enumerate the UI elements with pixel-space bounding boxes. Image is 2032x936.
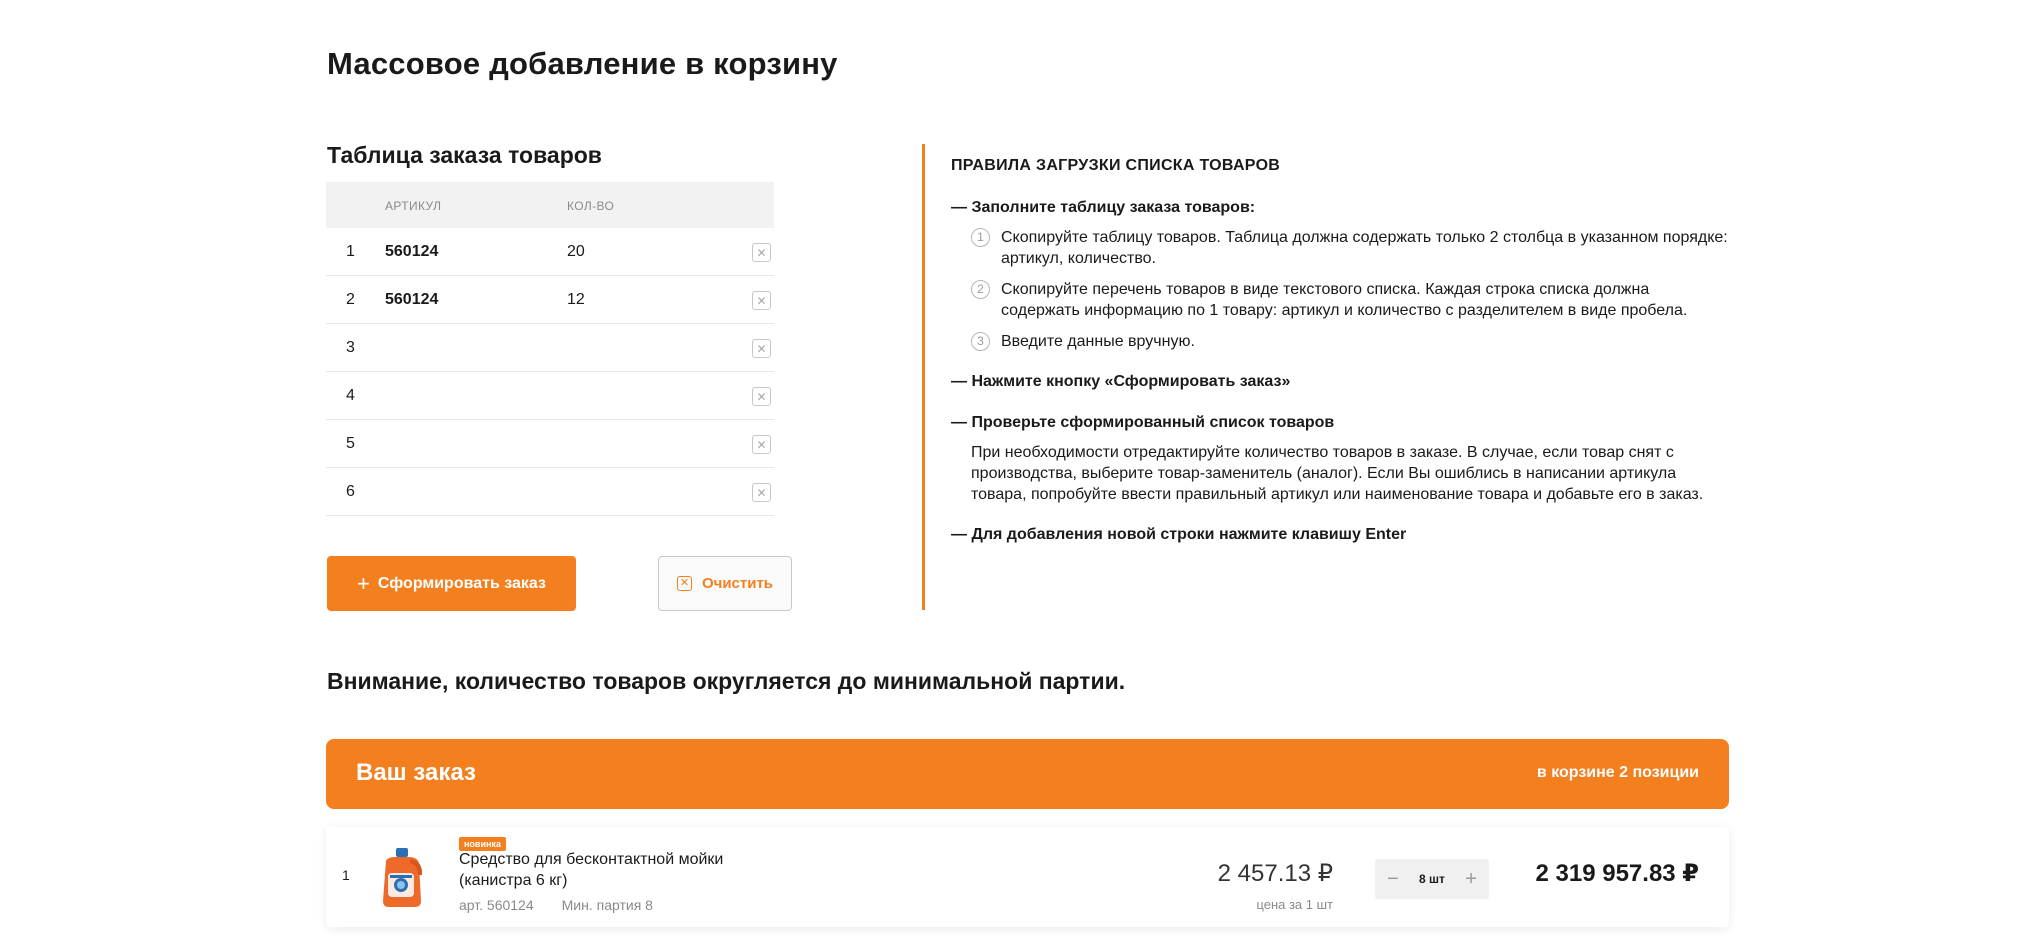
close-icon[interactable]: ✕ [752, 387, 771, 406]
sku-cell[interactable]: 560124 [385, 291, 439, 308]
close-icon[interactable]: ✕ [752, 339, 771, 358]
rule-step-body: При необходимости отредактируйте количество товаров в заказе. В случае, если товар снят с производства, выберите товар-заменитель (аналог). Если Вы ошиблись в написании артикула товара, попробуйте ввести правильный артикул или наименование товара и добавьте его в заказ. [971, 444, 1704, 503]
page-title: Массовое добавление в корзину [327, 46, 838, 81]
unit-price-caption: цена за 1 шт [1256, 897, 1333, 912]
rule-step-heading: — Для добавления новой строки нажмите клавишу Enter [951, 526, 1407, 543]
rules-title: ПРАВИЛА ЗАГРУЗКИ СПИСКА ТОВАРОВ [951, 157, 1281, 174]
table-row[interactable] [326, 420, 774, 468]
rules-panel [951, 155, 1731, 554]
table-row[interactable] [326, 276, 774, 324]
rule-step-heading: — Проверьте сформированный список товаров [951, 414, 1335, 431]
plus-icon[interactable]: + [1465, 868, 1477, 890]
order-table [326, 182, 774, 516]
close-box-icon: ✕ [677, 576, 692, 591]
rule-substep [971, 227, 1731, 269]
order-item [326, 827, 1729, 927]
new-badge: новинка [459, 837, 506, 851]
qty-cell[interactable]: 12 [567, 291, 585, 308]
min-batch: Мин. партия 8 [561, 897, 653, 913]
row-number: 1 [346, 243, 355, 260]
close-icon[interactable]: ✕ [752, 483, 771, 502]
plus-icon: + [357, 570, 370, 596]
min-batch-warning: Внимание, количество товаров округляется до минимальной партии. [327, 668, 1126, 694]
quantity-stepper[interactable] [1375, 859, 1489, 899]
cart-count: в корзине 2 позиции [1536, 764, 1699, 781]
row-number: 2 [346, 291, 355, 308]
line-total: 2 319 957.83 ₽ [1535, 860, 1699, 887]
qty-cell[interactable]: 20 [567, 243, 585, 260]
step-number-badge: 2 [971, 280, 990, 299]
form-order-label: Сформировать заказ [377, 574, 546, 592]
close-icon[interactable]: ✕ [752, 243, 771, 262]
order-title: Ваш заказ [356, 759, 476, 786]
order-summary-header [326, 739, 1729, 809]
sku-cell[interactable]: 560124 [385, 243, 439, 260]
product-image[interactable] [379, 847, 425, 909]
step-number-badge: 3 [971, 332, 990, 351]
rule-substeps [951, 227, 1731, 352]
rule-substep-text: Скопируйте таблицу товаров. Таблица должна содержать только 2 столбца в указанном порядке: артикул, количество. [1001, 229, 1728, 267]
unit-price: 2 457.13 ₽ [1217, 860, 1333, 887]
rule-step-heading: — Нажмите кнопку «Сформировать заказ» [951, 373, 1291, 390]
product-name[interactable]: Средство для бесконтактной мойки (канистра 6 кг) [459, 851, 724, 889]
row-number: 4 [346, 387, 355, 404]
close-icon[interactable]: ✕ [752, 435, 771, 454]
column-header-sku: АРТИКУЛ [385, 199, 442, 213]
table-row[interactable] [326, 324, 774, 372]
rule-substep-text: Скопируйте перечень товаров в виде текстового списка. Каждая строка списка должна содержать информацию по 1 товару: артикул и количество с разделителем в виде пробела. [1001, 281, 1688, 319]
rule-substep-text: Введите данные вручную. [1001, 333, 1195, 350]
rule-substep [971, 331, 1731, 352]
quantity-value[interactable]: 8 шт [1419, 872, 1445, 886]
rule-substep [971, 279, 1731, 321]
product-sku: арт. 560124 [459, 897, 534, 913]
rule-step-heading: — Заполните таблицу заказа товаров: [951, 199, 1256, 216]
clear-button[interactable] [658, 556, 792, 611]
close-icon[interactable]: ✕ [752, 291, 771, 310]
step-number-badge: 1 [971, 228, 990, 247]
row-number: 3 [346, 339, 355, 356]
row-number: 5 [346, 435, 355, 452]
table-row[interactable] [326, 468, 774, 516]
product-meta [459, 897, 653, 913]
column-header-qty: КОЛ-ВО [567, 199, 615, 213]
minus-icon[interactable]: − [1387, 868, 1399, 890]
clear-label: Очистить [701, 575, 774, 592]
order-table-title: Таблица заказа товаров [327, 142, 602, 168]
table-row[interactable] [326, 228, 774, 276]
form-order-button[interactable] [327, 556, 576, 611]
item-index: 1 [342, 867, 350, 883]
rules-divider [922, 144, 925, 610]
table-row[interactable] [326, 372, 774, 420]
row-number: 6 [346, 483, 355, 500]
order-table-header [326, 182, 774, 228]
